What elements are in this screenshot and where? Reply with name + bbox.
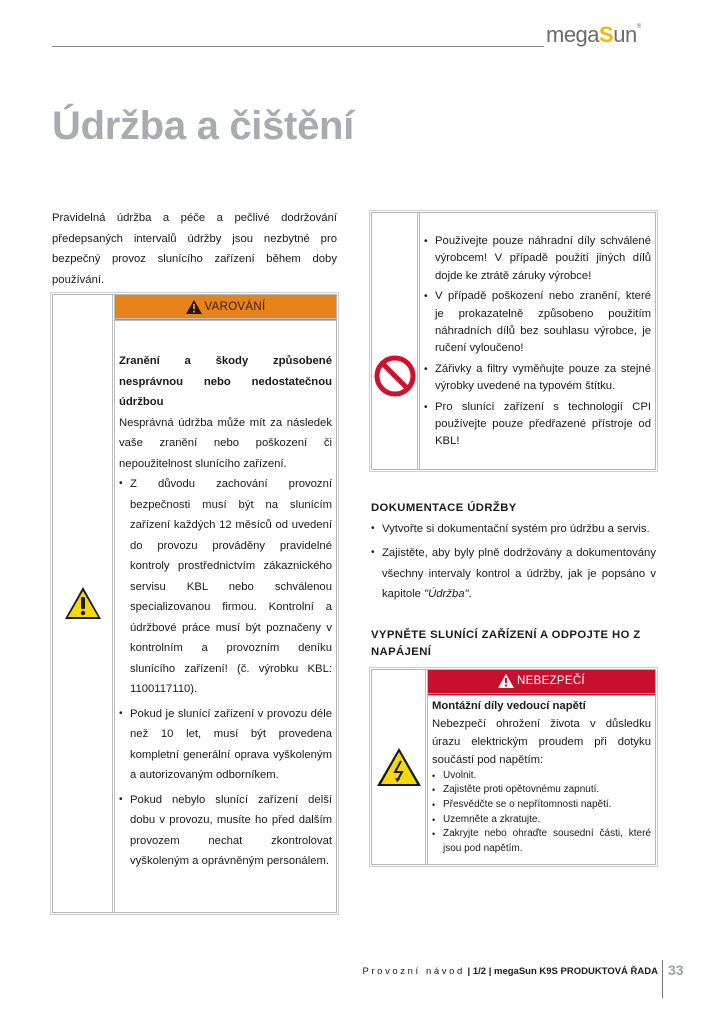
- list-item: • Uzemněte a zkratujte.: [432, 813, 651, 828]
- logo-prefix: mega: [546, 22, 600, 47]
- intro-paragraph: Pravidelná údržba a péče a pečlivé dodržování předepsaných intervalů údržby jsou nezbytné pro bezpečný provoz slunícího zařízení během doby používání.: [52, 212, 337, 286]
- documentation-heading: DOKUMENTACE ÚDRŽBY: [371, 501, 517, 514]
- documentation-bullet-2: Zajistěte, aby byly plně dodržovány a dokumentovány všechny intervaly kontrol a údržby, jak je popsáno v kapitole: [382, 547, 656, 601]
- list-item: [371, 519, 656, 540]
- danger-box: [371, 669, 656, 866]
- right-column: [371, 212, 656, 865]
- warning-banner-label: VAROVÁNÍ: [204, 300, 266, 313]
- list-item: • Pro slunící zařízení s technologií CPI používejte pouze předřazené přístroje od KBL!: [424, 399, 651, 451]
- header-rule: [52, 46, 544, 47]
- danger-banner-label: NEBEZPEČÍ: [517, 675, 585, 688]
- list-item: • Používejte pouze náhradní díly schválené výrobcem! V případě použití jiných dílů dojde ke ztrátě záruky výrobce!: [424, 233, 651, 285]
- footer-part: | 1/2 |: [464, 966, 494, 977]
- disconnect-heading: VYPNĚTE SLUNÍCÍ ZAŘÍZENÍ A ODPOJTE HO Z NAPÁJENÍ: [371, 628, 641, 658]
- page-title: Údržba a čištění: [52, 104, 354, 148]
- list-item: • Z důvodu zachování provozní bezpečnosti musí být na slunícím zařízení každých 12 měsíců od uvedení do provozu prováděny pravidelné kontroly prostřednictvím zákaznického servisu KBL nebo schválenou specializovanou firmou. Kontrolní a údržbové práce musí být poznačeny v kontrolním a provozním deníku slunícího zařízení! (č. výrobku KBL: 1100117110).: [119, 474, 332, 700]
- warning-text-cell: [115, 295, 336, 912]
- warning-title: Zranění a škody způsobené nesprávnou nebo nedostatečnou údržbou: [119, 355, 332, 408]
- prohibition-sign-icon: [374, 355, 416, 397]
- warning-bullets: [119, 474, 332, 872]
- megasun-logo: [546, 22, 641, 48]
- list-item: • Zakryjte nebo ohraďte sousední části, které jsou pod napětím.: [432, 827, 651, 856]
- documentation-bullets: [371, 519, 656, 605]
- warning-body: [115, 321, 336, 912]
- logo-suffix: un: [613, 22, 637, 47]
- chapter-reference: "Údržba": [424, 588, 469, 601]
- warning-banner: [115, 295, 336, 321]
- documentation-bullet-2-end: .: [468, 588, 472, 601]
- warning-icon-cell: [53, 295, 115, 912]
- list-item: • Zářivky a filtry vyměňujte pouze za stejné výrobky uvedené na typovém štítku.: [424, 361, 651, 396]
- prohibition-icon-cell: [372, 213, 420, 469]
- alert-icon: [498, 674, 514, 688]
- left-column: [52, 208, 337, 913]
- footer-doc-type: Provozní návod: [362, 966, 465, 977]
- danger-text: Nebezpečí ohrožení života v důsledku úrazu elektrickým proudem při dotyku součástí pod napětím:: [432, 717, 651, 766]
- danger-title: Montážní díly vedoucí napětí: [432, 699, 586, 712]
- warning-triangle-icon: [64, 586, 102, 620]
- prohibition-text-cell: [420, 213, 655, 469]
- page-number: 33: [668, 962, 684, 978]
- list-item: [371, 543, 656, 605]
- prohibition-box: [371, 212, 656, 470]
- documentation-bullet-1: Vytvořte si dokumentační systém pro údržbu a servis.: [382, 522, 650, 535]
- logo-s: S: [599, 22, 614, 47]
- danger-banner: [428, 670, 655, 696]
- logo-registered: ®: [636, 24, 641, 30]
- danger-body: [428, 696, 655, 865]
- list-item: • Zajistěte proti opětovnému zapnutí.: [432, 783, 651, 798]
- warning-text: Nesprávná údržba může mít za následek vaše zranění nebo poškození či nepoužitelnost slunícího zařízení.: [119, 416, 332, 470]
- prohibition-bullets: [424, 233, 651, 451]
- alert-icon: [186, 300, 202, 314]
- danger-icon-cell: [372, 670, 428, 865]
- list-item: • Přesvědčte se o nepřítomnosti napětí.: [432, 798, 651, 813]
- footer-product: megaSun K9S PRODUKTOVÁ ŘADA: [494, 966, 658, 977]
- warning-box: [52, 294, 337, 913]
- high-voltage-icon: [376, 747, 422, 787]
- footer-divider: [662, 960, 663, 998]
- danger-text-cell: [428, 670, 655, 865]
- danger-bullets: [432, 769, 651, 857]
- footer: [362, 966, 658, 977]
- list-item: • Pokud je slunící zařízení v provozu déle než 10 let, musí být provedena kompletní generální oprava vyškoleným a autorizovaným odborníkem.: [119, 704, 332, 786]
- list-item: • V případě poškození nebo zranění, které je prokazatelně způsobeno použitím náhradních dílů bez souhlasu výrobce, je ručení vyloučeno!: [424, 288, 651, 358]
- list-item: • Uvolnit.: [432, 769, 651, 784]
- list-item: • Pokud nebylo slunící zařízení delší dobu v provozu, musíte ho před dalším provozem nechat zkontrolovat vyškoleným a oprávněným personálem.: [119, 790, 332, 872]
